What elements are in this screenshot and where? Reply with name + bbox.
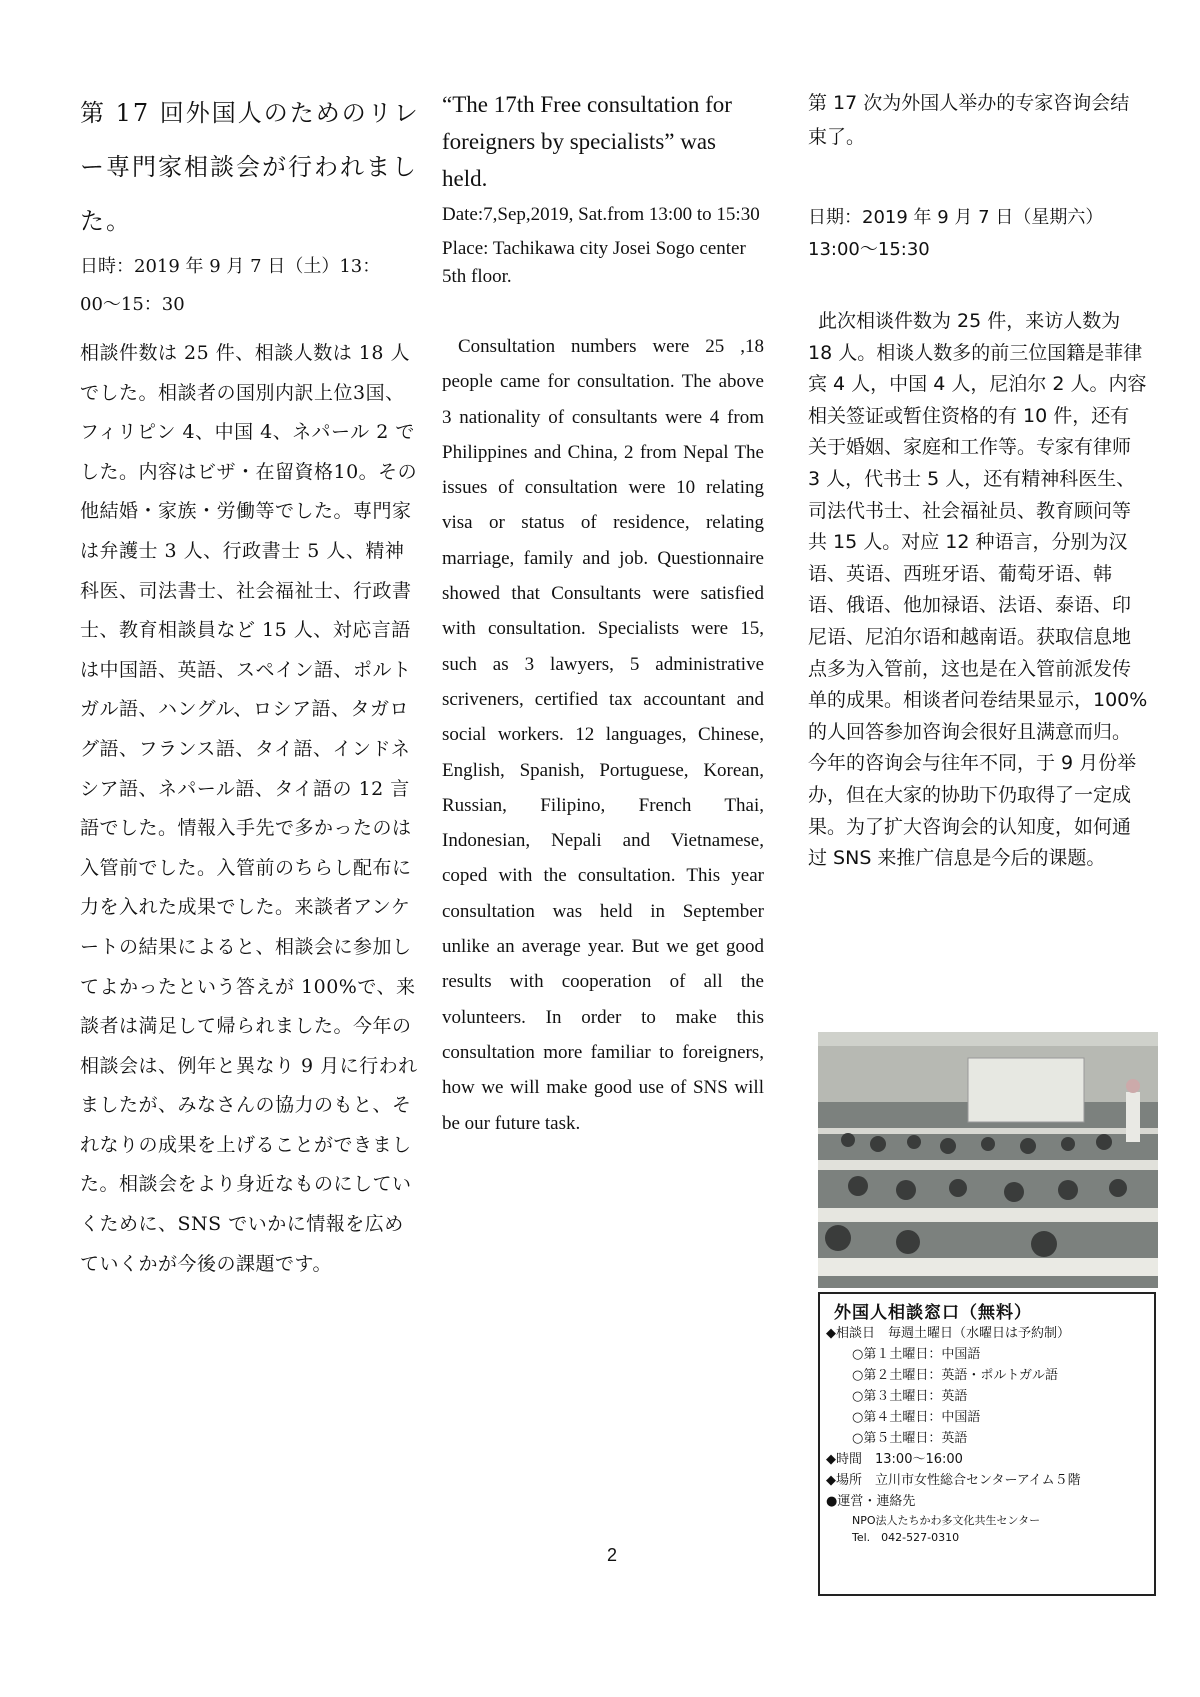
consultation-window-flyer bbox=[818, 1292, 1156, 1596]
chinese-title: 第 17 次为外国人举办的专家咨询会结束了。 bbox=[808, 92, 1130, 148]
english-body: Consultation numbers were 25 ,18 people came for consultation. The above 3 nationality of consultants were 4 from Philippines and China, 2 from Nepal The issues of consultation were 10 relating visa or status of residence, relating marriage, family and job. Questionnaire showed that Consultants were satisfied with consultation. Specialists were 15, such as 3 lawyers, 5 administrative scriveners, certified tax accountant and social workers. 12 languages, Chinese, English, Spanish, Portuguese, Korean, Russian, Filipino, French Thai, Indonesian, Nepali and Vietnamese, coped with the consultation. This year consultation was held in September unlike an average year. But we get good results with cooperation of all the volunteers. In order to make this consultation more familiar to foreigners, how we will make good use of SNS will be our future task. bbox=[442, 336, 764, 1134]
page-number: 2 bbox=[607, 1545, 618, 1565]
english-date: Date:7,Sep,2019, Sat.from 13:00 to 15:30 bbox=[442, 204, 760, 225]
flyer-telephone: Tel. 042-527-0310 bbox=[852, 1531, 960, 1544]
flyer-organizer-name: NPO法人たちかわ多文化共生センター bbox=[852, 1514, 1041, 1527]
flyer-schedule-item: ○第５土曜日：英語 bbox=[852, 1431, 968, 1446]
chinese-body: 此次相谈件数为 25 件，来访人数为 18 人。相谈人数多的前三位国籍是菲律宾 4 人，中国 4 人，尼泊尔 2 人。内容相关签证或暂住资格的有 10 件，还有关于婚姻、家庭和工作等。专家有律师 3 人，代书士 5 人，还有精神科医生、司法代书士、社会福祉员、教育顾问等共 15 人。对应 12 种语言，分别为汉语、英语、西班牙语、葡萄牙语、韩语、俄语、他加禄语、法语、泰语、印尼语、尼泊尔语和越南语。获取信息地点多为入管前，这也是在入管前派发传单的成果。相谈者问卷结果显示，100%的人回答参加咨询会很好且满意而归。今年的咨询会与往年不同，于 9 月份举办，但在大家的协助下仍取得了一定成果。为了扩大咨询会的认知度，如何通过 SNS 来推广信息是今后的课题。 bbox=[808, 310, 1148, 870]
consultation-photo bbox=[818, 1032, 1158, 1288]
flyer-schedule-item: ○第３土曜日：英語 bbox=[852, 1389, 968, 1404]
flyer-title: 外国人相談窓口（無料） bbox=[834, 1303, 1032, 1323]
japanese-column bbox=[80, 86, 420, 1284]
english-place: Place: Tachikawa city Josei Sogo center 5th floor. bbox=[442, 238, 746, 287]
meeting-room-illustration bbox=[818, 1032, 1158, 1288]
japanese-date: 日時：2019 年 9 月 7 日（土）13：00〜15：30 bbox=[80, 256, 381, 315]
chinese-date: 日期：2019 年 9 月 7 日（星期六） 13:00〜15:30 bbox=[808, 207, 1104, 260]
flyer-time: ◆時間 13:00〜16:00 bbox=[826, 1452, 963, 1467]
flyer-organizer-label: ●運営・連絡先 bbox=[826, 1494, 916, 1509]
flyer-schedule-item: ○第４土曜日：中国語 bbox=[852, 1410, 981, 1425]
english-title: “The 17th Free consultation for foreigners by specialists” was held. bbox=[442, 92, 732, 191]
flyer-consultation-days: ◆相談日 毎週土曜日（水曜日は予約制） bbox=[826, 1326, 1070, 1341]
flyer-schedule-item: ○第１土曜日：中国語 bbox=[852, 1347, 981, 1362]
flyer-schedule-item: ○第２土曜日：英語・ポルトガル語 bbox=[852, 1368, 1058, 1383]
flyer-place: ◆場所 立川市女性総合センターアイム５階 bbox=[826, 1473, 1081, 1488]
english-column bbox=[442, 86, 764, 1141]
japanese-title: 第 17 回外国人のためのリレー専門家相談会が行われました。 bbox=[80, 99, 420, 235]
chinese-column bbox=[808, 86, 1148, 875]
japanese-body: 相談件数は 25 件、相談人数は 18 人でした。相談者の国別内訳上位3国、フィリピン 4、中国 4、ネパール 2 でした。内容はビザ・在留資格10。その他結婚・家族・労働等でした。専門家は弁護士 3 人、行政書士 5 人、精神科医、司法書士、社会福祉士、行政書士、教育相談員など 15 人、対応言語は中国語、英語、スペイン語、ポルトガル語、ハングル、ロシア語、タガログ語、フランス語、タイ語、インドネシア語、ネパール語、タイ語の 12 言語でした。情報入手先で多かったのは入管前でした。入管前のちらし配布に力を入れた成果でした。来談者アンケートの結果によると、相談会に参加してよかったという答えが 100%で、来談者は満足して帰られました。今年の相談会は、例年と異なり 9 月に行われましたが、みなさんの協力のもと、それなりの成果を上げることができました。相談会をより身近なものにしていくために、SNS でいかに情報を広めていくかが今後の課題です。 bbox=[80, 342, 418, 1275]
